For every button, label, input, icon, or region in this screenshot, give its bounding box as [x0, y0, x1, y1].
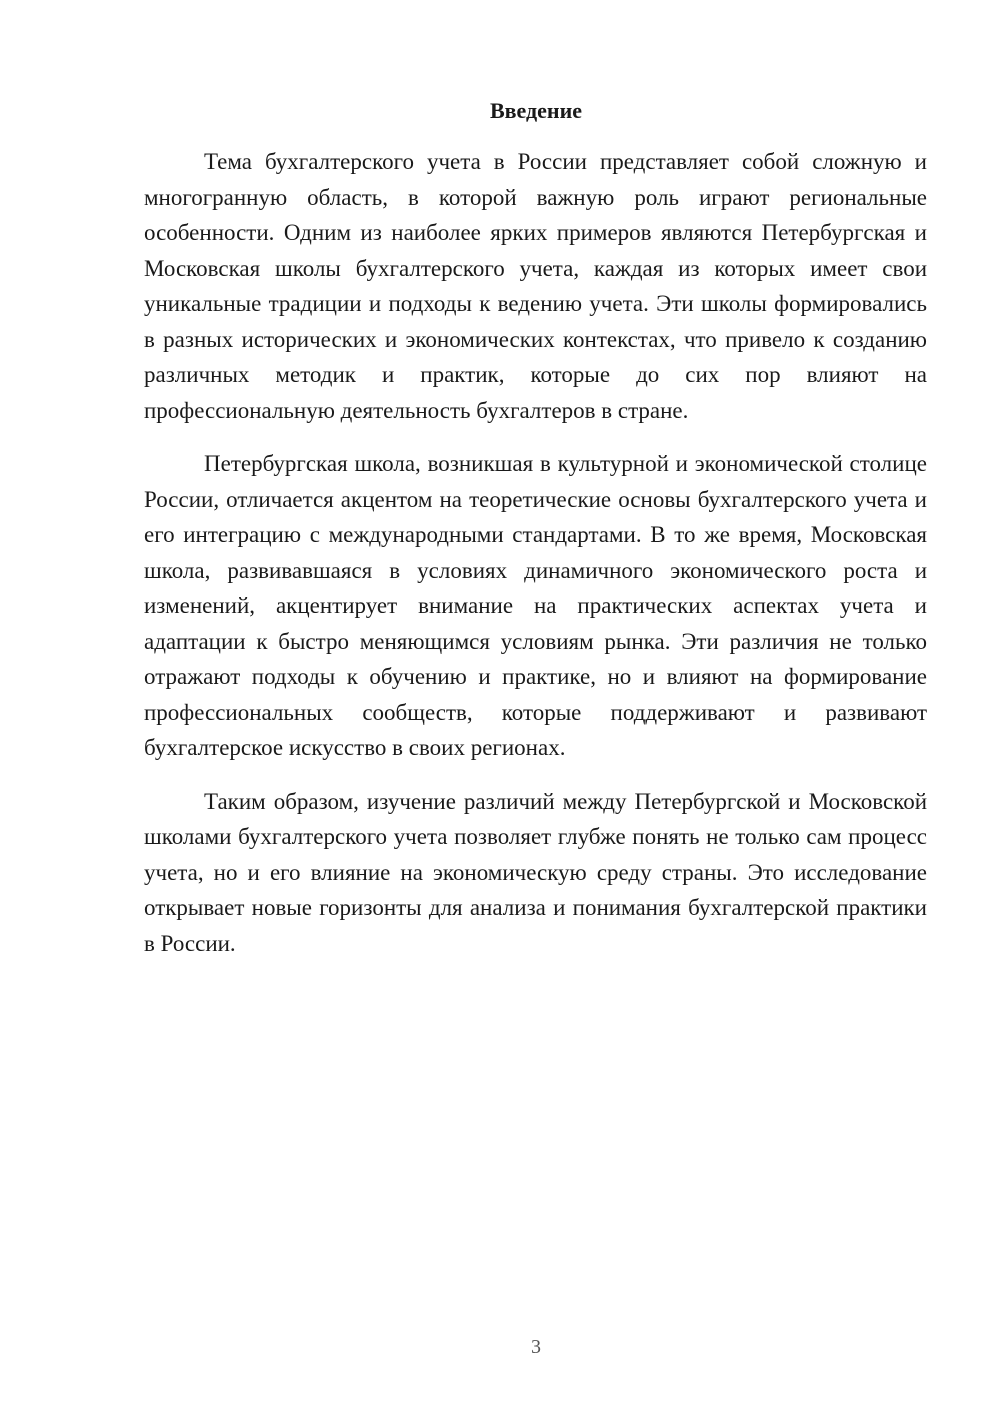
paragraph-1: Тема бухгалтерского учета в России представляет собой сложную и многогранную область, в которой важную роль играют региональные особенности. Одним из наиболее ярких примеров являются Петербургская и Московская школы бухгалтерского учета, каждая из которых имеет свои уникальные традиции и подходы к ведению учета. Эти школы формировались в разных исторических и экономических контекстах, что привело к созданию различных методик и практик, которые до сих пор влияют на профессиональную деятельность бухгалтеров в стране. — [144, 149, 927, 423]
page-number: 3 — [531, 1336, 541, 1358]
body-text — [144, 144, 927, 979]
section-title: Введение — [489, 98, 583, 123]
paragraph-2: Петербургская школа, возникшая в культурной и экономической столице России, отличается акцентом на теоретические основы бухгалтерского учета и его интеграцию с международными стандартами. В то же время, Московская школа, развивавшаяся в условиях динамичного экономического роста и изменений, акцентирует внимание на практических аспектах учета и адаптации к быстро меняющимся условиям рынка. Эти различия не только отражают подходы к обучению и практике, но и влияют на формирование профессиональных сообществ, которые поддерживают и развивают бухгалтерское искусство в своих регионах. — [144, 451, 927, 760]
paragraph-3: Таким образом, изучение различий между Петербургской и Московской школами бухгалтерского учета позволяет глубже понять не только сам процесс учета, но и его влияние на экономическую среду страны. Это исследование открывает новые горизонты для анализа и понимания бухгалтерской практики в России. — [144, 788, 927, 956]
